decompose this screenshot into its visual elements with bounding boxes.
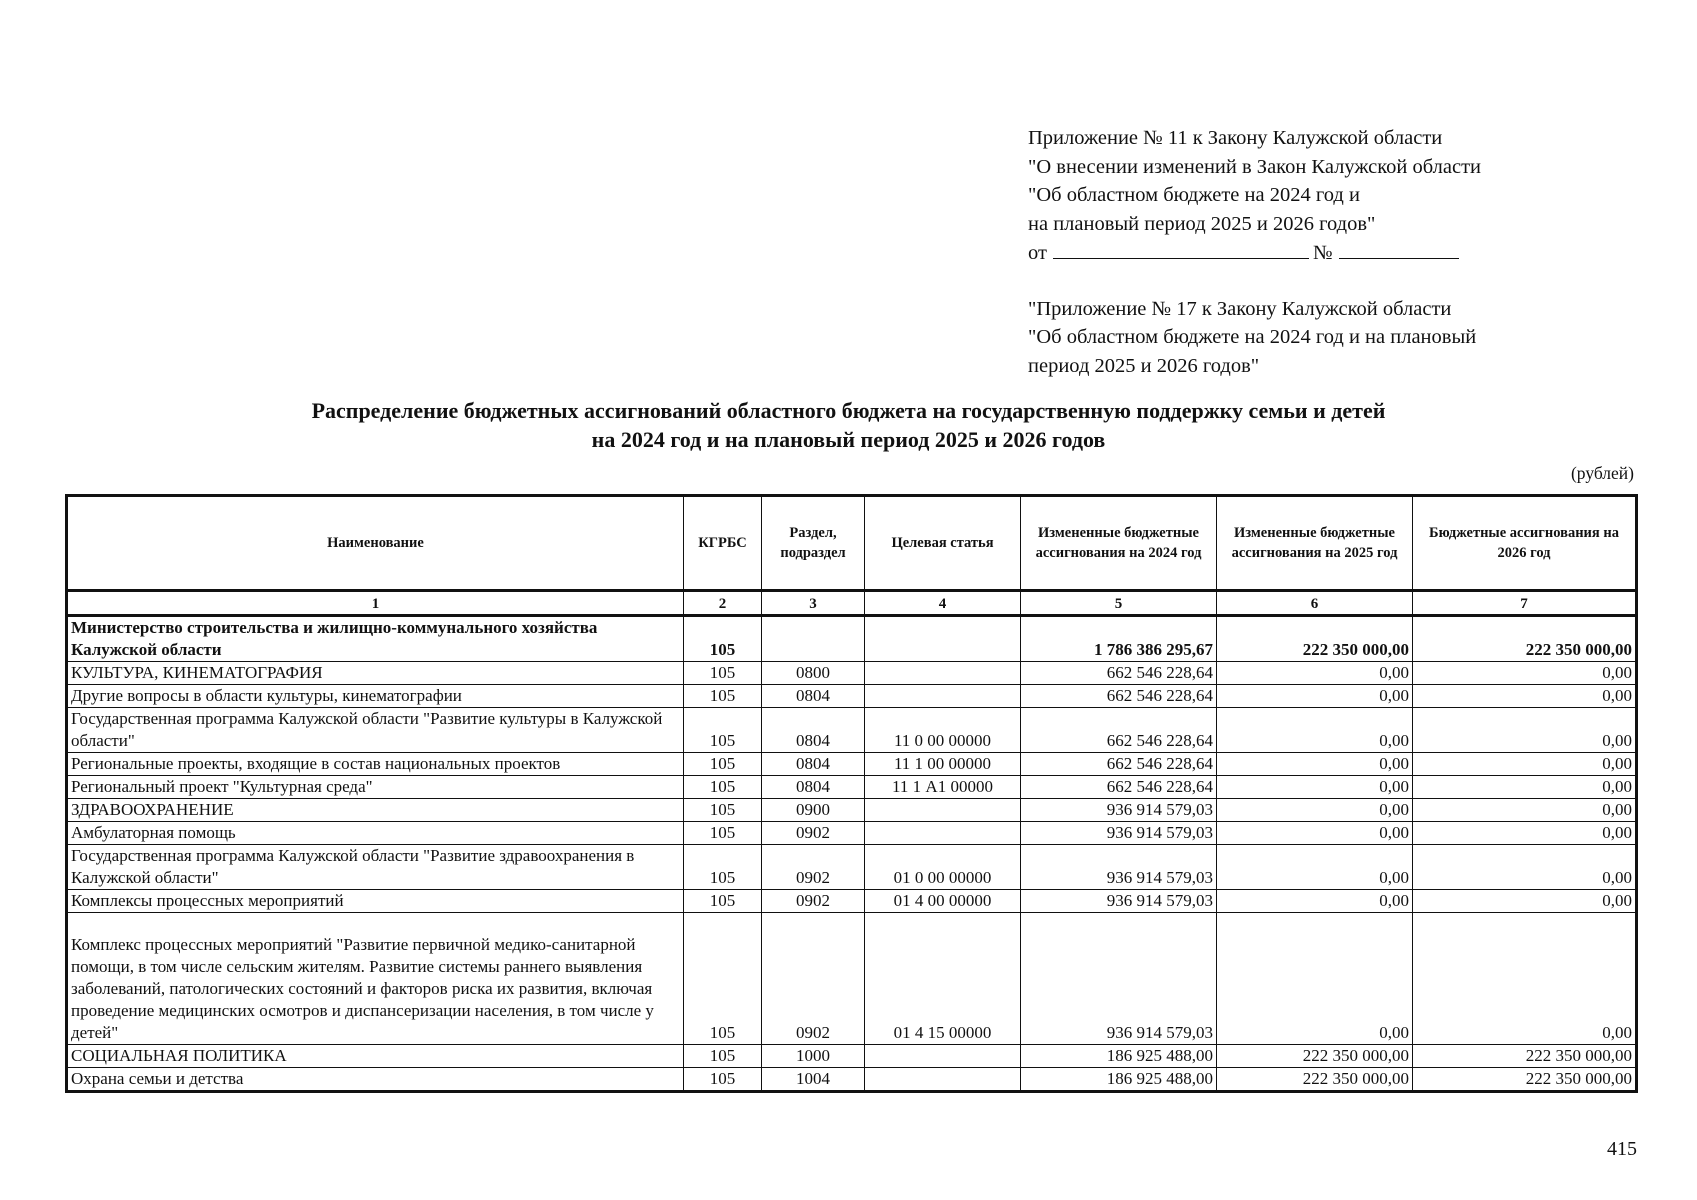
annex-line: "О внесении изменений в Закон Калужской области — [1028, 155, 1482, 178]
row-kgrbs-cell: 105 — [684, 890, 762, 913]
column-number: 5 — [1021, 591, 1217, 616]
row-2026-cell: 0,00 — [1413, 890, 1637, 913]
row-2026-cell: 0,00 — [1413, 753, 1637, 776]
row-2024-cell: 662 546 228,64 — [1021, 753, 1217, 776]
row-2024-cell: 936 914 579,03 — [1021, 913, 1217, 1045]
row-2026-cell: 222 350 000,00 — [1413, 1045, 1637, 1068]
row-2025-cell: 0,00 — [1217, 662, 1413, 685]
budget-table — [65, 494, 1638, 1093]
document-title — [60, 396, 1637, 454]
row-section-cell: 0902 — [762, 913, 865, 1045]
page-number: 415 — [1607, 1138, 1637, 1160]
row-2026-cell: 0,00 — [1413, 845, 1637, 890]
header-name: Наименование — [67, 496, 684, 591]
row-target-cell — [865, 1068, 1021, 1092]
table-row — [67, 753, 1637, 776]
row-target-cell — [865, 799, 1021, 822]
row-target-cell — [865, 685, 1021, 708]
header-target: Целевая статья — [865, 496, 1021, 591]
row-2025-cell: 0,00 — [1217, 799, 1413, 822]
row-section-cell: 0902 — [762, 890, 865, 913]
header-2025: Измененные бюджетные ассигнования на 2025 год — [1217, 496, 1413, 591]
row-2024-cell: 662 546 228,64 — [1021, 685, 1217, 708]
row-kgrbs-cell: 105 — [684, 822, 762, 845]
annex-line: на плановый период 2025 и 2026 годов" — [1028, 212, 1376, 235]
row-kgrbs-cell: 105 — [684, 776, 762, 799]
row-target-cell — [865, 616, 1021, 662]
row-name-cell: Другие вопросы в области культуры, кинематографии — [67, 685, 684, 708]
row-2024-cell: 662 546 228,64 — [1021, 776, 1217, 799]
column-number: 2 — [684, 591, 762, 616]
row-name-cell: Охрана семьи и детства — [67, 1068, 684, 1092]
row-kgrbs-cell: 105 — [684, 616, 762, 662]
row-kgrbs-cell: 105 — [684, 845, 762, 890]
row-kgrbs-cell: 105 — [684, 685, 762, 708]
row-2025-cell: 222 350 000,00 — [1217, 616, 1413, 662]
title-line-1: Распределение бюджетных ассигнований областного бюджета на государственную поддержку семьи и детей — [311, 398, 1386, 423]
column-number: 3 — [762, 591, 865, 616]
table-row — [67, 1068, 1637, 1092]
quote-line: период 2025 и 2026 годов" — [1028, 354, 1260, 377]
row-section-cell: 1004 — [762, 1068, 865, 1092]
row-section-cell: 0902 — [762, 822, 865, 845]
row-section-cell: 0902 — [762, 845, 865, 890]
row-2025-cell: 0,00 — [1217, 753, 1413, 776]
row-2025-cell: 0,00 — [1217, 890, 1413, 913]
table-body — [67, 616, 1637, 1092]
row-name-cell: Государственная программа Калужской области "Развитие здравоохранения в Калужской области" — [67, 845, 684, 890]
column-number: 4 — [865, 591, 1021, 616]
table-row — [67, 685, 1637, 708]
row-target-cell: 11 1 А1 00000 — [865, 776, 1021, 799]
row-target-cell: 11 1 00 00000 — [865, 753, 1021, 776]
row-name-cell: ЗДРАВООХРАНЕНИЕ — [67, 799, 684, 822]
header-2024: Измененные бюджетные ассигнования на 2024 год — [1021, 496, 1217, 591]
row-kgrbs-cell: 105 — [684, 753, 762, 776]
row-section-cell: 0804 — [762, 776, 865, 799]
row-name-cell: Региональные проекты, входящие в состав национальных проектов — [67, 753, 684, 776]
annex-date-number-line — [1028, 238, 1628, 268]
row-name-cell: Комплекс процессных мероприятий "Развитие первичной медико-санитарной помощи, в том числе сельским жителям. Развитие системы раннего выявления заболеваний, патологических состояний и факторов риска их развития, включая проведение медицинских осмотров и диспансеризации населения, в том числе у детей" — [67, 913, 684, 1045]
row-section-cell: 0900 — [762, 799, 865, 822]
column-number: 6 — [1217, 591, 1413, 616]
quote-line: "Приложение № 17 к Закону Калужской области — [1028, 297, 1452, 320]
date-prefix: от — [1028, 242, 1047, 264]
row-2025-cell: 0,00 — [1217, 913, 1413, 1045]
row-name-cell: КУЛЬТУРА, КИНЕМАТОГРАФИЯ — [67, 662, 684, 685]
table-row — [67, 1045, 1637, 1068]
header-2026: Бюджетные ассигнования на 2026 год — [1413, 496, 1637, 591]
row-kgrbs-cell: 105 — [684, 708, 762, 753]
header-section: Раздел, подраздел — [762, 496, 865, 591]
annex-line: "Об областном бюджете на 2024 год и — [1028, 184, 1360, 206]
row-name-cell: Амбулаторная помощь — [67, 822, 684, 845]
number-sign: № — [1312, 242, 1333, 264]
title-line-2: на 2024 год и на плановый период 2025 и 2026 годов — [591, 427, 1106, 452]
row-2025-cell: 0,00 — [1217, 845, 1413, 890]
row-section-cell: 1000 — [762, 1045, 865, 1068]
row-2025-cell: 0,00 — [1217, 708, 1413, 753]
row-2026-cell: 222 350 000,00 — [1413, 1068, 1637, 1092]
row-2026-cell: 0,00 — [1413, 776, 1637, 799]
row-2025-cell: 0,00 — [1217, 822, 1413, 845]
row-kgrbs-cell: 105 — [684, 1068, 762, 1092]
row-kgrbs-cell: 105 — [684, 799, 762, 822]
row-target-cell — [865, 1045, 1021, 1068]
spacer — [1028, 268, 1628, 295]
annex-block — [1028, 124, 1628, 380]
unit-label: (рублей) — [1570, 463, 1634, 483]
row-2025-cell: 0,00 — [1217, 776, 1413, 799]
row-2026-cell: 0,00 — [1413, 822, 1637, 845]
table-row — [67, 776, 1637, 799]
row-2024-cell: 1 786 386 295,67 — [1021, 616, 1217, 662]
row-target-cell: 01 0 00 00000 — [865, 845, 1021, 890]
row-2024-cell: 936 914 579,03 — [1021, 890, 1217, 913]
row-name-cell: Государственная программа Калужской области "Развитие культуры в Калужской области" — [67, 708, 684, 753]
row-2026-cell: 222 350 000,00 — [1413, 616, 1637, 662]
row-section-cell: 0800 — [762, 662, 865, 685]
table-row — [67, 708, 1637, 753]
row-2024-cell: 662 546 228,64 — [1021, 708, 1217, 753]
row-kgrbs-cell: 105 — [684, 662, 762, 685]
row-2025-cell: 222 350 000,00 — [1217, 1045, 1413, 1068]
row-section-cell: 0804 — [762, 685, 865, 708]
row-2024-cell: 186 925 488,00 — [1021, 1045, 1217, 1068]
header-kgrbs: КГРБС — [684, 496, 762, 591]
row-section-cell: 0804 — [762, 708, 865, 753]
row-2024-cell: 186 925 488,00 — [1021, 1068, 1217, 1092]
row-name-cell: Региональный проект "Культурная среда" — [67, 776, 684, 799]
row-2026-cell: 0,00 — [1413, 662, 1637, 685]
row-2024-cell: 936 914 579,03 — [1021, 799, 1217, 822]
row-2026-cell: 0,00 — [1413, 799, 1637, 822]
number-blank — [1339, 238, 1459, 259]
table-row — [67, 890, 1637, 913]
annex-line: Приложение № 11 к Закону Калужской области — [1028, 127, 1443, 149]
row-name-cell: Министерство строительства и жилищно-коммунального хозяйства Калужской области — [67, 616, 684, 662]
table-row — [67, 822, 1637, 845]
date-blank — [1053, 238, 1309, 259]
row-target-cell — [865, 662, 1021, 685]
row-target-cell: 01 4 00 00000 — [865, 890, 1021, 913]
row-target-cell — [865, 822, 1021, 845]
table-row — [67, 913, 1637, 1045]
row-2024-cell: 662 546 228,64 — [1021, 662, 1217, 685]
row-kgrbs-cell: 105 — [684, 1045, 762, 1068]
quote-line: "Об областном бюджете на 2024 год и на плановый — [1028, 326, 1477, 348]
table-row — [67, 799, 1637, 822]
row-section-cell — [762, 616, 865, 662]
row-2026-cell: 0,00 — [1413, 708, 1637, 753]
table-row — [67, 662, 1637, 685]
row-section-cell: 0804 — [762, 753, 865, 776]
row-target-cell: 11 0 00 00000 — [865, 708, 1021, 753]
table-row — [67, 616, 1637, 662]
row-name-cell: СОЦИАЛЬНАЯ ПОЛИТИКА — [67, 1045, 684, 1068]
row-target-cell: 01 4 15 00000 — [865, 913, 1021, 1045]
row-2025-cell: 0,00 — [1217, 685, 1413, 708]
row-name-cell: Комплексы процессных мероприятий — [67, 890, 684, 913]
row-2025-cell: 222 350 000,00 — [1217, 1068, 1413, 1092]
column-number: 7 — [1413, 591, 1637, 616]
row-2024-cell: 936 914 579,03 — [1021, 845, 1217, 890]
row-2026-cell: 0,00 — [1413, 685, 1637, 708]
column-number: 1 — [67, 591, 684, 616]
row-2024-cell: 936 914 579,03 — [1021, 822, 1217, 845]
row-2026-cell: 0,00 — [1413, 913, 1637, 1045]
table-row — [67, 845, 1637, 890]
row-kgrbs-cell: 105 — [684, 913, 762, 1045]
